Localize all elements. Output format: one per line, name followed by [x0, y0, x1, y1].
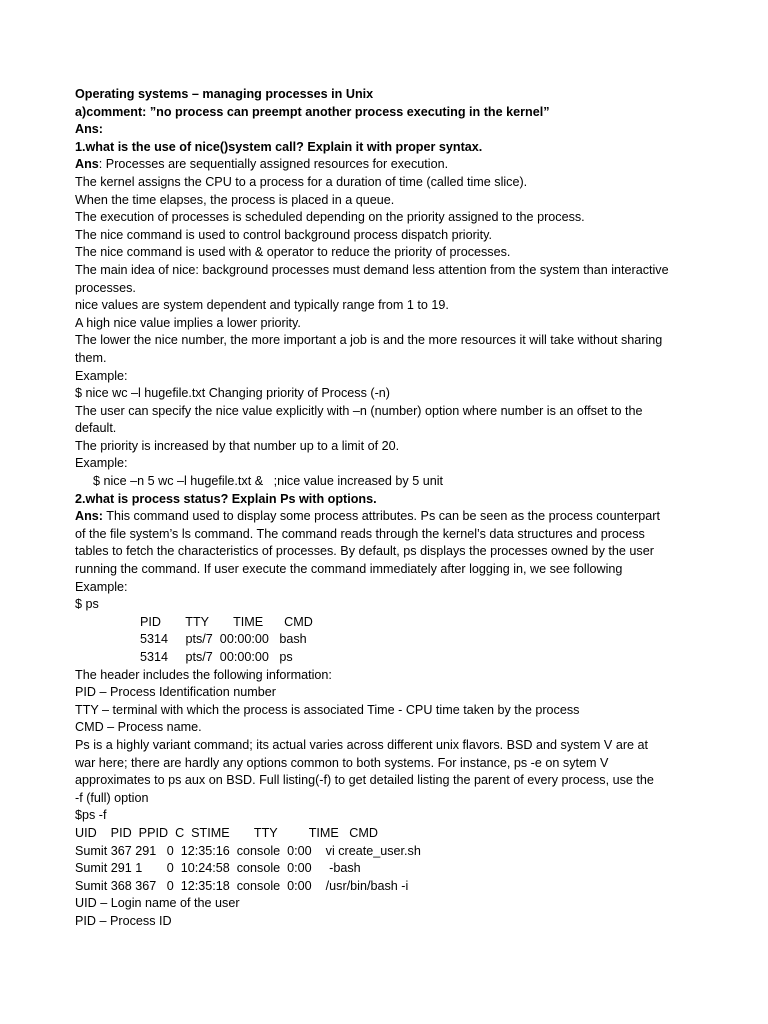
- text-line: approximates to ps aux on BSD. Full listing(-f) to get detailed listing the parent of every process, use the: [75, 773, 654, 788]
- text-line: Sumit 368 367 0 12:35:18 console 0:00 /usr/bin/bash -i: [75, 878, 409, 893]
- text-line: war here; there are hardly any options common to both systems. For instance, ps -e on sytem V: [75, 755, 609, 770]
- answer-label: Ans:: [75, 122, 103, 137]
- text-line: The nice command is used to control background process dispatch priority.: [75, 227, 492, 242]
- ps-table-row: 5314 pts/7 00:00:00 ps: [140, 650, 293, 664]
- text-line: them.: [75, 350, 107, 365]
- q2-body-continued: [75, 667, 705, 931]
- text-line: UID PID PPID C STIME TTY TIME CMD: [75, 825, 378, 840]
- q2-ans-text: This command used to display some process attributes. Ps can be seen as the process counterpart: [103, 509, 660, 524]
- text-line: The execution of processes is scheduled depending on the priority assigned to the process.: [75, 210, 585, 225]
- text-line: $ps -f: [75, 808, 107, 823]
- text-line: default.: [75, 421, 117, 436]
- text-line: Example:: [75, 579, 128, 594]
- q2-answer-first-line: [75, 508, 705, 526]
- text-line: processes.: [75, 280, 136, 295]
- text-line: CMD – Process name.: [75, 720, 202, 735]
- text-line: TTY – terminal with which the process is associated Time - CPU time taken by the process: [75, 702, 580, 717]
- text-line: The main idea of nice: background processes must demand less attention from the system than interactive: [75, 262, 669, 277]
- text-line: of the file system’s ls command. The command reads through the kernel’s data structures and process: [75, 526, 645, 541]
- text-line: UID – Login name of the user: [75, 896, 240, 911]
- text-line: The lower the nice number, the more important a job is and the more resources it will take without sharing: [75, 333, 663, 348]
- doc-title: Operating systems – managing processes in Unix: [75, 87, 374, 101]
- ps-table-row: 5314 pts/7 00:00:00 bash: [140, 632, 307, 647]
- text-line: The kernel assigns the CPU to a process for a duration of time (called time slice).: [75, 174, 528, 189]
- question-2: 2.what is process status? Explain Ps with options.: [75, 491, 377, 506]
- text-line: The user can specify the nice value explicitly with –n (number) option where number is an offset to the: [75, 403, 643, 418]
- ps-table-row: PID TTY TIME CMD: [140, 614, 313, 629]
- text-line: Ps is a highly variant command; its actual varies across different unix flavors. BSD and system V are at: [75, 737, 649, 752]
- q1-example-command: $ nice –n 5 wc –l hugefile.txt & ;nice value increased by 5 unit: [93, 474, 444, 489]
- q2-body: [75, 526, 705, 614]
- text-line: PID – Process ID: [75, 913, 172, 928]
- q1-ans-label: Ans: [75, 157, 99, 172]
- document-page: [75, 86, 705, 931]
- q2-ans-label: Ans:: [75, 509, 103, 524]
- text-line: PID – Process Identification number: [75, 685, 276, 700]
- text-line: The priority is increased by that number up to a limit of 20.: [75, 438, 400, 453]
- comment-heading: a)comment: ”no process can preempt another process executing in the kernel”: [75, 104, 550, 119]
- text-line: The nice command is used with & operator to reduce the priority of processes.: [75, 245, 511, 260]
- text-line: Example:: [75, 456, 128, 471]
- text-line: running the command. If user execute the command immediately after logging in, we see following: [75, 562, 623, 577]
- text-line: -f (full) option: [75, 790, 149, 805]
- text-line: When the time elapses, the process is placed in a queue.: [75, 192, 395, 207]
- q1-answer-first-line: [75, 156, 705, 174]
- text-line: $ nice wc –l hugefile.txt Changing priority of Process (-n): [75, 386, 390, 401]
- q1-body: [75, 174, 705, 473]
- text-line: $ ps: [75, 597, 99, 612]
- text-line: nice values are system dependent and typically range from 1 to 19.: [75, 298, 449, 313]
- q1-ans-text: : Processes are sequentially assigned resources for execution.: [98, 157, 449, 172]
- text-line: The header includes the following information:: [75, 667, 332, 682]
- text-line: tables to fetch the characteristics of processes. By default, ps displays the processes owned by the user: [75, 544, 654, 559]
- text-line: A high nice value implies a lower priority.: [75, 315, 301, 330]
- text-line: Example:: [75, 368, 128, 383]
- question-1: 1.what is the use of nice()system call? Explain it with proper syntax.: [75, 139, 483, 154]
- text-line: Sumit 367 291 0 12:35:16 console 0:00 vi create_user.sh: [75, 843, 421, 858]
- ps-output-table: [75, 614, 705, 667]
- text-line: Sumit 291 1 0 10:24:58 console 0:00 -bash: [75, 861, 361, 876]
